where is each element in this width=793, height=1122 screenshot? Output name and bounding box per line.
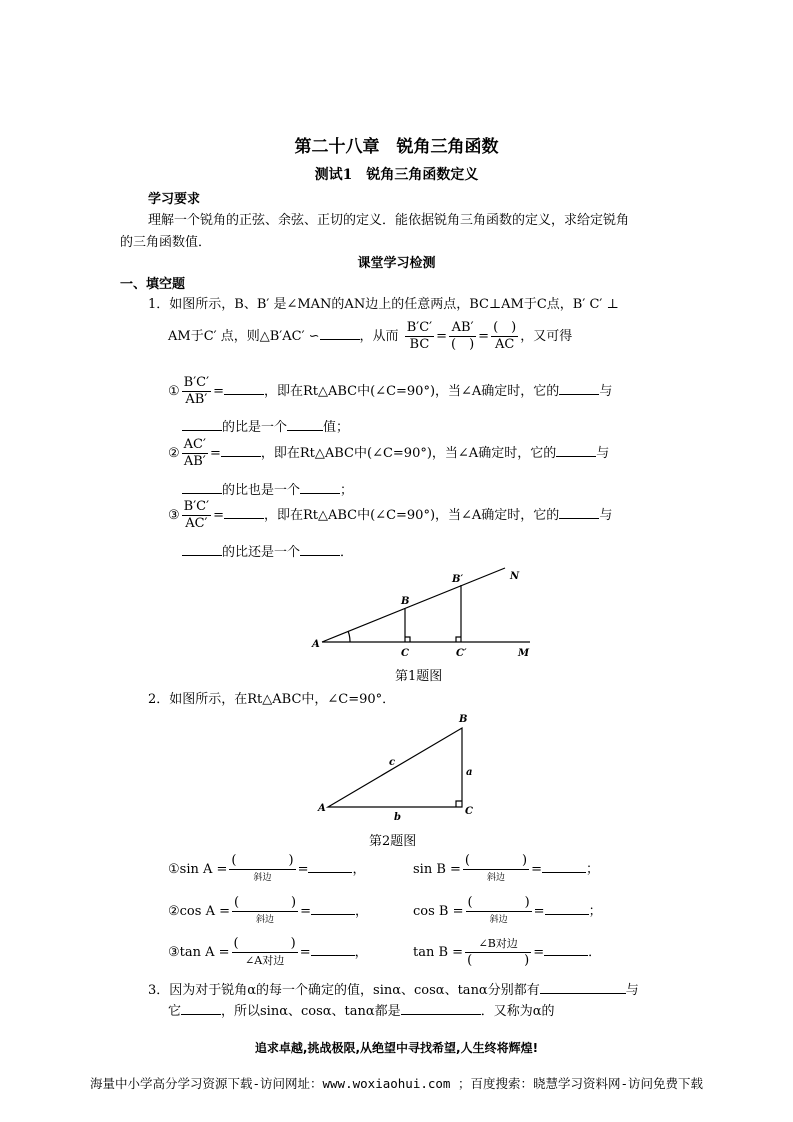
trig-label: ①sin A = <box>168 862 228 877</box>
label-side-c: c <box>389 757 396 768</box>
punct: ； <box>588 904 602 919</box>
trig-fraction <box>463 853 529 886</box>
q1-line2-text-c: ，又可得 <box>520 329 573 344</box>
fraction-numerator[interactable]: ( ) <box>493 320 517 335</box>
item-yu-text: 与 <box>599 384 613 399</box>
q1-line1: 1．如图所示，B、B′ 是∠MAN的AN边上的任意两点，BC⊥AM于C点，B′ C′ ⊥ <box>148 297 619 312</box>
trig-label: ②cos A = <box>168 904 230 919</box>
item-tail-end: 值； <box>323 420 350 435</box>
figure-2-caption: 第2题图 <box>369 834 417 849</box>
section-heading: 课堂学习检测 <box>357 256 436 271</box>
label-n: N <box>510 571 520 582</box>
right-angle-mark <box>456 801 462 807</box>
equals-sign: = <box>531 862 542 877</box>
trig-fraction <box>229 853 295 886</box>
fraction-denominator: BC <box>409 337 430 352</box>
label-c: C <box>401 648 409 659</box>
answer-blank[interactable] <box>311 903 355 915</box>
answer-blank[interactable] <box>182 419 222 431</box>
trig-tan-a <box>168 936 368 969</box>
right-angle-mark-cp <box>456 637 461 642</box>
equals-sign: = <box>300 904 312 919</box>
fraction-ab <box>449 320 476 353</box>
item-tail-text: 的比还是一个 <box>222 545 301 560</box>
trig-label: tan B = <box>413 945 464 960</box>
label-side-b: b <box>394 812 401 823</box>
equals-sign: = <box>478 329 490 344</box>
fraction-item2 <box>182 437 208 470</box>
item-marker: ② <box>168 446 180 461</box>
fraction-denominator: AC′ <box>185 516 208 531</box>
answer-blank[interactable] <box>224 383 264 395</box>
q3-text-a: 3．因为对于锐角α的每一个确定的值，sinα、cosα、tanα分别都有 <box>148 983 540 998</box>
equals-sign: = <box>436 329 448 344</box>
label-b: B <box>401 596 410 607</box>
fraction-item3 <box>182 499 211 532</box>
fraction-denominator: 斜边 <box>256 915 275 925</box>
fraction-numerator[interactable]: ( ) <box>467 895 530 910</box>
footer-motto: 追求卓越,挑战极限,从绝望中寻找希望,人生终将辉煌! <box>254 1041 539 1055</box>
label-side-a: a <box>466 767 473 778</box>
q3-text-d: ，所以sinα、cosα、tanα都是 <box>221 1004 401 1019</box>
item-yu-text: 与 <box>599 508 613 523</box>
fraction-numerator[interactable]: ( ) <box>464 853 528 868</box>
answer-blank[interactable] <box>544 944 588 956</box>
footer-site: 海量中小学高分学习资源下载-访问网址：www.woxiaohui.com ；百度搜索：晓慧学习资料网-访问免费下载 <box>89 1076 703 1091</box>
label-m: M <box>518 648 530 659</box>
answer-blank[interactable] <box>182 482 222 494</box>
fraction-bc <box>405 320 434 353</box>
fraction-numerator[interactable]: ( ) <box>233 895 297 910</box>
answer-blank[interactable] <box>545 903 589 915</box>
trig-fraction <box>466 895 532 928</box>
answer-blank[interactable] <box>182 544 222 556</box>
answer-blank[interactable] <box>320 328 360 340</box>
fraction-denominator[interactable]: ( ) <box>467 953 530 968</box>
q1-line2-text-a: AM于C′ 点，则△B′AC′ ∽ <box>168 329 320 344</box>
label-a: A <box>312 639 320 650</box>
fraction-numerator: ∠B对边 <box>465 936 531 953</box>
fraction-denominator: AB′ <box>183 454 206 469</box>
q1-item1 <box>168 375 612 408</box>
punct: ； <box>585 862 599 877</box>
trig-label: cos B = <box>413 904 464 919</box>
item-tail-text: 的比也是一个 <box>222 483 301 498</box>
punct: ， <box>355 904 369 919</box>
trig-fraction <box>232 895 298 928</box>
figure-2 <box>312 708 482 828</box>
fraction-denominator: AB′ <box>185 392 208 407</box>
q3-text-c: 它 <box>168 1004 182 1019</box>
requirements-text-1: 理解一个锐角的正弦、余弦、正切的定义．能依据锐角三角函数的定义，求给定锐角 <box>148 213 630 228</box>
q1-item3-tail <box>182 541 353 560</box>
answer-blank[interactable] <box>559 383 599 395</box>
punct: ． <box>588 945 602 960</box>
fraction-denominator[interactable]: ( ) <box>451 337 475 352</box>
equals-sign: = <box>533 904 545 919</box>
angle-arc-a <box>348 631 350 642</box>
equals-sign: = <box>213 384 224 399</box>
requirements-text-2: 的三角函数值． <box>120 235 212 250</box>
trig-tan-b <box>413 936 601 969</box>
fraction-numerator: B′C′ <box>183 375 210 390</box>
q3-line2 <box>168 1000 554 1019</box>
answer-blank[interactable] <box>556 445 596 457</box>
answer-blank[interactable] <box>311 944 355 956</box>
q1-line2-text-b: ，从而 <box>359 329 399 344</box>
trig-sin-b <box>413 853 599 886</box>
trig-sin-a <box>168 853 365 886</box>
trig-label: sin B = <box>413 862 461 877</box>
fraction-denominator: AC <box>494 337 515 352</box>
equals-sign: = <box>533 945 545 960</box>
answer-blank[interactable] <box>559 507 599 519</box>
label-a: A <box>318 803 326 814</box>
fraction-denominator: 斜边 <box>489 915 508 925</box>
q1-item2-tail <box>182 479 353 498</box>
q3-text-e: ．又称为α的 <box>480 1004 555 1019</box>
label-bprime: B′ <box>452 574 464 585</box>
fraction-numerator: AC′ <box>183 437 206 452</box>
q3-text-b: 与 <box>625 983 639 998</box>
q1-item3 <box>168 499 612 532</box>
item-tail-end: ． <box>340 545 354 560</box>
trig-fraction <box>465 936 531 969</box>
figure-1 <box>300 560 540 665</box>
trig-label: ③tan A = <box>168 945 230 960</box>
fraction-numerator: AB′ <box>449 320 476 337</box>
fraction-denominator: ∠A对边 <box>245 954 285 967</box>
fraction-numerator[interactable]: ( ) <box>233 936 296 951</box>
punct: ， <box>354 945 368 960</box>
equals-sign: = <box>297 862 309 877</box>
item-marker: ③ <box>168 508 180 523</box>
page-subtitle: 测试1 锐角三角函数定义 <box>314 167 479 183</box>
answer-blank[interactable] <box>401 1003 481 1015</box>
punct: ， <box>352 862 366 877</box>
label-b: B <box>459 714 468 725</box>
equals-sign: = <box>299 945 311 960</box>
q1-line2 <box>168 320 572 353</box>
answer-blank[interactable] <box>540 982 626 994</box>
answer-blank[interactable] <box>542 861 586 873</box>
right-angle-mark-c <box>405 637 410 642</box>
ray-an <box>322 568 505 642</box>
trig-fraction <box>232 936 298 969</box>
answer-blank[interactable] <box>300 482 340 494</box>
fraction-numerator[interactable]: ( ) <box>231 853 294 868</box>
label-c: C <box>465 806 473 817</box>
answer-blank[interactable] <box>300 544 340 556</box>
item-mid-text: ，即在Rt△ABC中(∠C=90°)，当∠A确定时，它的 <box>263 384 560 399</box>
part-heading: 一、填空题 <box>120 277 186 292</box>
equals-sign: = <box>209 446 221 461</box>
item-marker: ① <box>168 384 180 399</box>
answer-blank[interactable] <box>224 507 264 519</box>
fraction-ac <box>491 320 518 353</box>
answer-blank[interactable] <box>308 861 352 873</box>
item-mid-text: ，即在Rt△ABC中(∠C=90°)，当∠A确定时，它的 <box>260 446 557 461</box>
answer-blank[interactable] <box>221 445 261 457</box>
trig-cos-a <box>168 895 368 928</box>
q1-item2 <box>168 437 609 470</box>
fraction-denominator: 斜边 <box>486 873 505 883</box>
page-title: 第二十八章 锐角三角函数 <box>294 137 499 157</box>
item-tail-end: ； <box>340 483 354 498</box>
item-tail-text: 的比是一个 <box>222 420 288 435</box>
q1-item1-tail <box>182 416 349 435</box>
figure-1-caption: 第1题图 <box>395 669 443 684</box>
q2-line1: 2．如图所示，在Rt△ABC中，∠C=90°． <box>148 692 396 707</box>
fraction-item1 <box>182 375 211 408</box>
fraction-numerator: B′C′ <box>183 499 210 514</box>
fraction-numerator: B′C′ <box>406 320 433 335</box>
answer-blank[interactable] <box>181 1003 221 1015</box>
trig-cos-b <box>413 895 602 928</box>
q3-line1 <box>148 979 639 998</box>
equals-sign: = <box>213 508 224 523</box>
item-mid-text: ，即在Rt△ABC中(∠C=90°)，当∠A确定时，它的 <box>263 508 560 523</box>
label-cprime: C′ <box>456 648 467 659</box>
requirements-heading: 学习要求 <box>148 192 201 207</box>
answer-blank[interactable] <box>287 419 323 431</box>
fraction-denominator: 斜边 <box>253 873 272 883</box>
item-yu-text: 与 <box>596 446 610 461</box>
